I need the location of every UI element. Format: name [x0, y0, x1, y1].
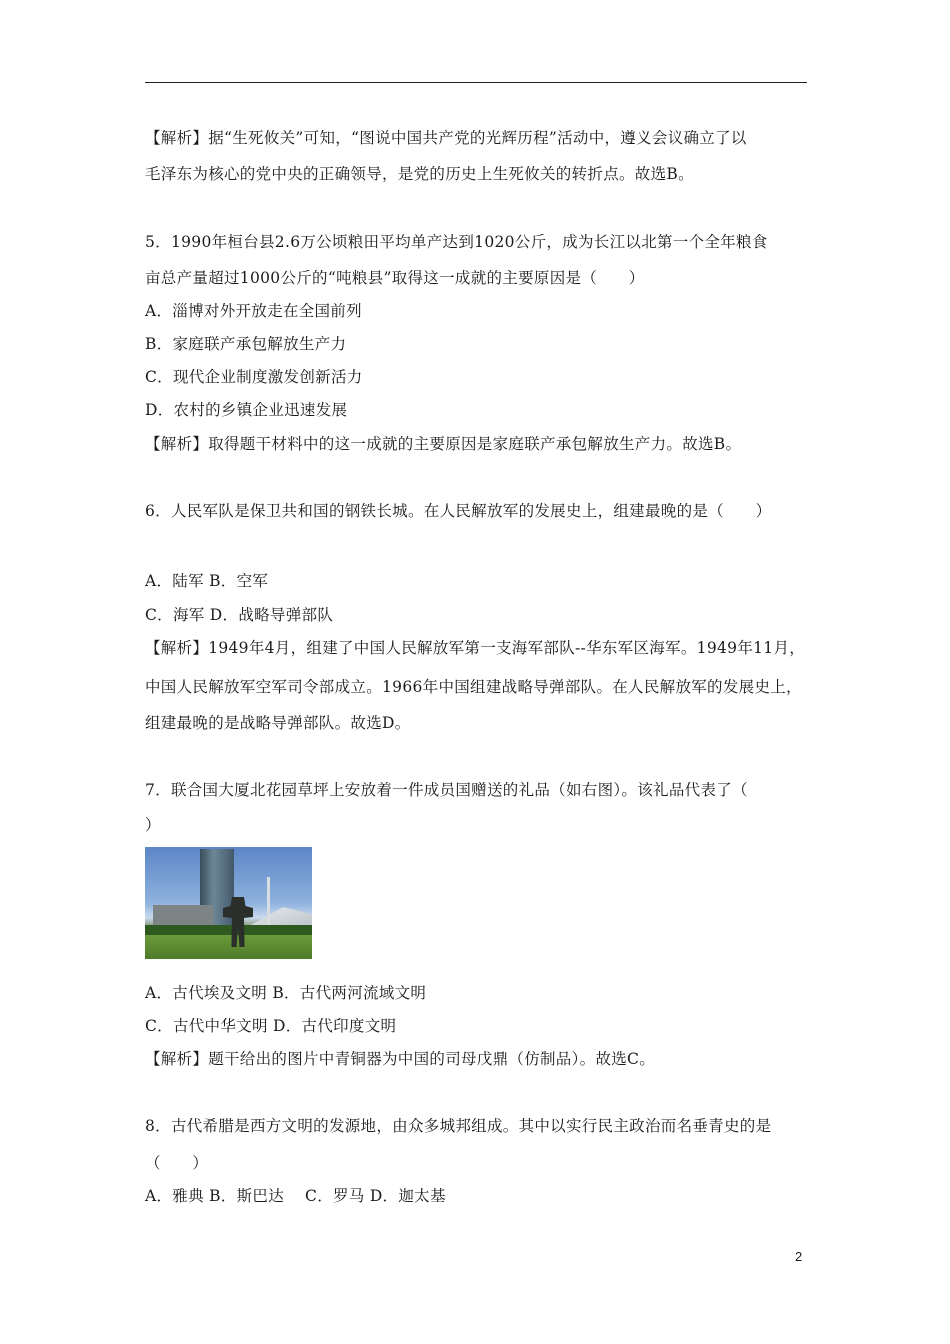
question-7-line2: ）	[145, 816, 161, 834]
q7-options-cd: C．古代中华文明 D．古代印度文明	[145, 1017, 397, 1035]
analysis-q6-line3: 组建最晚的是战略导弹部队。故选D。	[145, 714, 411, 732]
question-5-line2: 亩总产量超过1000公斤的“吨粮县”取得这一成就的主要原因是（ ）	[145, 269, 645, 287]
analysis-q6-line2: 中国人民解放军空军司令部成立。1966年中国组建战略导弹部队。在人民解放军的发展史上，	[145, 678, 802, 696]
q5-option-a: A．淄博对外开放走在全国前列	[145, 302, 362, 320]
q6-options-cd: C．海军 D．战略导弹部队	[145, 606, 334, 624]
analysis-q6-line1: 【解析】1949年4月，组建了中国人民解放军第一支海军部队--华东军区海军。1949年11月，	[145, 639, 806, 657]
question-8-line2: （ ）	[145, 1154, 209, 1172]
question-6: 6．人民军队是保卫共和国的钢铁长城。在人民解放军的发展史上，组建最晚的是（ ）	[145, 502, 772, 520]
q8-options: A．雅典 B．斯巴达 C．罗马 D．迦太基	[145, 1187, 446, 1205]
page-number: 2	[795, 1249, 803, 1264]
analysis-q7: 【解析】题干给出的图片中青铜器为中国的司母戊鼎（仿制品）。故选C。	[145, 1050, 656, 1068]
question-7-line1: 7．联合国大厦北花园草坪上安放着一件成员国赠送的礼品（如右图）。该礼品代表了（	[145, 781, 748, 799]
question-8-line1: 8．古代希腊是西方文明的发源地，由众多城邦组成。其中以实行民主政治而名垂青史的是	[145, 1117, 772, 1135]
q5-option-b: B．家庭联产承包解放生产力	[145, 335, 347, 353]
analysis-q4-line2: 毛泽东为核心的党中央的正确领导，是党的历史上生死攸关的转折点。故选B。	[145, 165, 694, 183]
un-garden-photo	[145, 847, 312, 959]
q6-options-ab: A．陆军 B．空军	[145, 572, 269, 590]
analysis-q5: 【解析】取得题干材料中的这一成就的主要原因是家庭联产承包解放生产力。故选B。	[145, 435, 742, 453]
question-5-line1: 5．1990年桓台县2.6万公顷粮田平均单产达到1020公斤，成为长江以北第一个全年粮食	[145, 233, 768, 251]
header-rule	[145, 82, 807, 83]
q5-option-c: C．现代企业制度激发创新活力	[145, 368, 363, 386]
q7-options-ab: A．古代埃及文明 B．古代两河流域文明	[145, 984, 427, 1002]
q5-option-d: D．农村的乡镇企业迅速发展	[145, 401, 348, 419]
analysis-q4-line1: 【解析】据“生死攸关”可知，“图说中国共产党的光辉历程”活动中，遵义会议确立了以	[145, 129, 747, 147]
